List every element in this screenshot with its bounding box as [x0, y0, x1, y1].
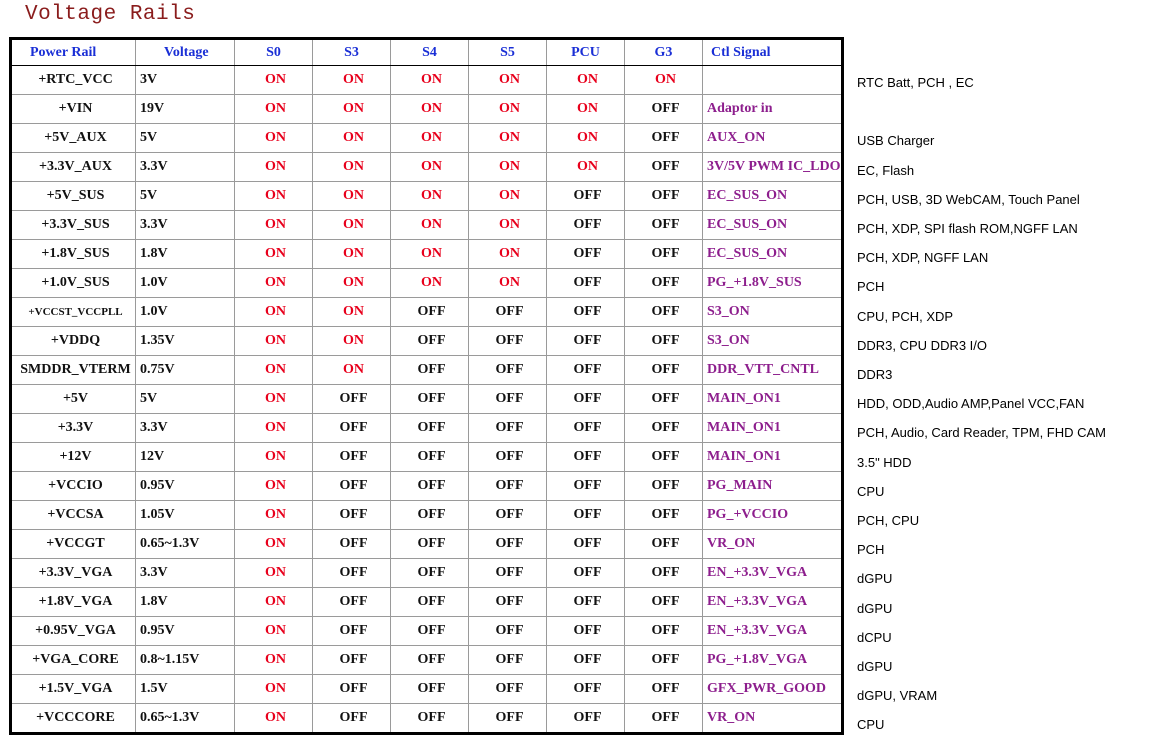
- state-pcu-cell: ON: [547, 66, 625, 95]
- ctl-signal-cell: EN_+3.3V_VGA: [703, 559, 843, 588]
- state-s0-cell: ON: [235, 385, 313, 414]
- state-s5-cell: OFF: [469, 298, 547, 327]
- state-g3-cell: OFF: [625, 327, 703, 356]
- state-g3-cell: OFF: [625, 559, 703, 588]
- state-s4-cell: OFF: [391, 675, 469, 704]
- state-s3-cell: OFF: [313, 501, 391, 530]
- state-s4-cell: ON: [391, 240, 469, 269]
- state-s4-cell: ON: [391, 182, 469, 211]
- state-s4-cell: OFF: [391, 530, 469, 559]
- state-s3-cell: ON: [313, 124, 391, 153]
- consumer-note: dGPU: [857, 659, 893, 674]
- state-pcu-cell: OFF: [547, 588, 625, 617]
- consumer-note: dGPU: [857, 571, 893, 587]
- state-s4-cell: OFF: [391, 617, 469, 646]
- state-g3-cell: OFF: [625, 588, 703, 617]
- voltage-cell: 0.8~1.15V: [136, 646, 235, 675]
- state-s4-cell: OFF: [391, 298, 469, 327]
- state-s0-cell: ON: [235, 95, 313, 124]
- page-title: Voltage Rails: [25, 3, 196, 26]
- state-s4-cell: OFF: [391, 472, 469, 501]
- state-s5-cell: ON: [469, 153, 547, 182]
- ctl-signal-cell: AUX_ON: [703, 124, 843, 153]
- state-s3-cell: OFF: [313, 588, 391, 617]
- state-s4-cell: OFF: [391, 704, 469, 734]
- header-s0: S0: [235, 39, 313, 66]
- state-s5-cell: OFF: [469, 414, 547, 443]
- state-s0-cell: ON: [235, 646, 313, 675]
- power-rail-cell: +12V: [11, 443, 136, 472]
- power-rail-cell: +VCCCORE: [11, 704, 136, 734]
- state-pcu-cell: OFF: [547, 269, 625, 298]
- power-rail-cell: +1.8V_VGA: [11, 588, 136, 617]
- state-s3-cell: ON: [313, 327, 391, 356]
- ctl-signal-cell: Adaptor in: [703, 95, 843, 124]
- consumer-note: PCH, USB, 3D WebCAM, Touch Panel: [857, 191, 1080, 207]
- table-row: [11, 501, 843, 530]
- header-s3: S3: [313, 39, 391, 66]
- state-g3-cell: ON: [625, 66, 703, 95]
- state-s3-cell: OFF: [313, 617, 391, 646]
- consumer-note: PCH, XDP, NGFF LAN: [857, 250, 989, 266]
- state-s0-cell: ON: [235, 182, 313, 211]
- ctl-signal-cell: PG_MAIN: [703, 472, 843, 501]
- state-s0-cell: ON: [235, 414, 313, 443]
- state-s3-cell: ON: [313, 269, 391, 298]
- voltage-cell: 3.3V: [136, 211, 235, 240]
- voltage-cell: 1.8V: [136, 240, 235, 269]
- state-s0-cell: ON: [235, 66, 313, 95]
- power-rail-cell: +1.5V_VGA: [11, 675, 136, 704]
- state-g3-cell: OFF: [625, 182, 703, 211]
- state-g3-cell: OFF: [625, 385, 703, 414]
- state-s4-cell: OFF: [391, 559, 469, 588]
- power-rail-cell: SMDDR_VTERM: [11, 356, 136, 385]
- table-row: [11, 646, 843, 675]
- power-rail-cell: +5V: [11, 385, 136, 414]
- power-rail-cell: +5V_SUS: [11, 182, 136, 211]
- ctl-signal-cell: MAIN_ON1: [703, 414, 843, 443]
- state-s5-cell: OFF: [469, 472, 547, 501]
- voltage-cell: 1.05V: [136, 501, 235, 530]
- power-rail-cell: +3.3V_AUX: [11, 153, 136, 182]
- state-s3-cell: OFF: [313, 559, 391, 588]
- state-s5-cell: ON: [469, 269, 547, 298]
- ctl-signal-cell: EC_SUS_ON: [703, 182, 843, 211]
- state-pcu-cell: OFF: [547, 240, 625, 269]
- consumer-note: PCH, XDP, SPI flash ROM,NGFF LAN: [857, 221, 1078, 236]
- table-row: [11, 298, 843, 327]
- power-rail-cell: +3.3V_SUS: [11, 211, 136, 240]
- power-rail-cell: +5V_AUX: [11, 124, 136, 153]
- state-s3-cell: OFF: [313, 414, 391, 443]
- power-rail-cell: +VIN: [11, 95, 136, 124]
- state-s3-cell: OFF: [313, 675, 391, 704]
- voltage-cell: 5V: [136, 124, 235, 153]
- consumer-note: PCH: [857, 542, 885, 558]
- consumer-note: EC, Flash: [857, 162, 915, 178]
- state-s5-cell: ON: [469, 240, 547, 269]
- consumer-note: dGPU, VRAM: [857, 688, 938, 704]
- state-s5-cell: ON: [469, 182, 547, 211]
- voltage-cell: 0.95V: [136, 617, 235, 646]
- state-g3-cell: OFF: [625, 646, 703, 675]
- table-row: [11, 443, 843, 472]
- power-rail-cell: +0.95V_VGA: [11, 617, 136, 646]
- state-g3-cell: OFF: [625, 675, 703, 704]
- state-s5-cell: OFF: [469, 704, 547, 734]
- state-g3-cell: OFF: [625, 269, 703, 298]
- ctl-signal-cell: GFX_PWR_GOOD: [703, 675, 843, 704]
- state-pcu-cell: OFF: [547, 704, 625, 734]
- power-rail-cell: +VCCIO: [11, 472, 136, 501]
- state-s3-cell: OFF: [313, 472, 391, 501]
- state-s4-cell: OFF: [391, 501, 469, 530]
- state-s3-cell: OFF: [313, 443, 391, 472]
- table-row: [11, 124, 843, 153]
- state-s4-cell: ON: [391, 95, 469, 124]
- table-row: [11, 211, 843, 240]
- state-s0-cell: ON: [235, 240, 313, 269]
- voltage-cell: 1.0V: [136, 298, 235, 327]
- ctl-signal-cell: DDR_VTT_CNTL: [703, 356, 843, 385]
- voltage-cell: 1.5V: [136, 675, 235, 704]
- consumer-note: HDD, ODD,Audio AMP,Panel VCC,FAN: [857, 396, 1085, 412]
- state-pcu-cell: OFF: [547, 356, 625, 385]
- voltage-cell: 3.3V: [136, 559, 235, 588]
- table-header-row: [11, 39, 843, 66]
- state-s4-cell: ON: [391, 269, 469, 298]
- table-row: [11, 588, 843, 617]
- table-row: [11, 530, 843, 559]
- state-s3-cell: ON: [313, 182, 391, 211]
- ctl-signal-cell: EN_+3.3V_VGA: [703, 588, 843, 617]
- power-rail-cell: +VCCSA: [11, 501, 136, 530]
- state-s5-cell: OFF: [469, 327, 547, 356]
- ctl-signal-cell: EC_SUS_ON: [703, 240, 843, 269]
- voltage-cell: 0.65~1.3V: [136, 704, 235, 734]
- state-s5-cell: ON: [469, 66, 547, 95]
- voltage-cell: 3.3V: [136, 414, 235, 443]
- ctl-signal-cell: S3_ON: [703, 298, 843, 327]
- state-s3-cell: ON: [313, 240, 391, 269]
- state-pcu-cell: OFF: [547, 182, 625, 211]
- state-s5-cell: OFF: [469, 385, 547, 414]
- consumer-note: dGPU: [857, 600, 893, 616]
- state-s0-cell: ON: [235, 472, 313, 501]
- table-row: [11, 356, 843, 385]
- state-s0-cell: ON: [235, 124, 313, 153]
- header-s4: S4: [391, 39, 469, 66]
- state-s5-cell: ON: [469, 95, 547, 124]
- header-voltage: Voltage: [136, 39, 235, 66]
- state-pcu-cell: OFF: [547, 472, 625, 501]
- state-g3-cell: OFF: [625, 414, 703, 443]
- state-s5-cell: OFF: [469, 588, 547, 617]
- state-s0-cell: ON: [235, 211, 313, 240]
- state-s0-cell: ON: [235, 443, 313, 472]
- state-g3-cell: OFF: [625, 298, 703, 327]
- power-rail-cell: +VCCGT: [11, 530, 136, 559]
- ctl-signal-cell: PG_+1.8V_VGA: [703, 646, 843, 675]
- state-s3-cell: OFF: [313, 704, 391, 734]
- power-rail-cell: +3.3V: [11, 414, 136, 443]
- ctl-signal-cell: EC_SUS_ON: [703, 211, 843, 240]
- power-rail-cell: +VDDQ: [11, 327, 136, 356]
- consumer-note: CPU: [857, 717, 885, 733]
- state-s5-cell: OFF: [469, 617, 547, 646]
- consumer-note: DDR3: [857, 367, 893, 382]
- table-row: [11, 414, 843, 443]
- ctl-signal-cell: MAIN_ON1: [703, 443, 843, 472]
- state-s3-cell: ON: [313, 356, 391, 385]
- state-s4-cell: ON: [391, 211, 469, 240]
- state-pcu-cell: OFF: [547, 298, 625, 327]
- state-s0-cell: ON: [235, 153, 313, 182]
- consumer-note: 3.5" HDD: [857, 454, 912, 470]
- state-s0-cell: ON: [235, 675, 313, 704]
- state-s3-cell: ON: [313, 211, 391, 240]
- state-s5-cell: OFF: [469, 443, 547, 472]
- state-g3-cell: OFF: [625, 617, 703, 646]
- state-s0-cell: ON: [235, 530, 313, 559]
- header-pcu: PCU: [547, 39, 625, 66]
- power-rail-cell: +1.0V_SUS: [11, 269, 136, 298]
- consumer-note: PCH, Audio, Card Reader, TPM, FHD CAM: [857, 425, 1107, 441]
- state-s3-cell: ON: [313, 95, 391, 124]
- state-pcu-cell: OFF: [547, 414, 625, 443]
- state-pcu-cell: ON: [547, 95, 625, 124]
- table-row: [11, 327, 843, 356]
- state-s4-cell: ON: [391, 124, 469, 153]
- consumer-note: PCH, CPU: [857, 513, 920, 528]
- state-g3-cell: OFF: [625, 124, 703, 153]
- ctl-signal-cell: PG_+VCCIO: [703, 501, 843, 530]
- state-s0-cell: ON: [235, 588, 313, 617]
- state-s5-cell: ON: [469, 124, 547, 153]
- state-s3-cell: OFF: [313, 530, 391, 559]
- state-pcu-cell: OFF: [547, 443, 625, 472]
- state-pcu-cell: OFF: [547, 646, 625, 675]
- state-s3-cell: OFF: [313, 385, 391, 414]
- state-s0-cell: ON: [235, 327, 313, 356]
- table-row: [11, 240, 843, 269]
- header-s5: S5: [469, 39, 547, 66]
- state-s4-cell: ON: [391, 66, 469, 95]
- ctl-signal-cell: 3V/5V PWM IC_LDO: [703, 153, 843, 182]
- state-s3-cell: ON: [313, 298, 391, 327]
- state-s5-cell: ON: [469, 211, 547, 240]
- state-pcu-cell: OFF: [547, 385, 625, 414]
- power-rail-cell: +RTC_VCC: [11, 66, 136, 95]
- state-s3-cell: OFF: [313, 646, 391, 675]
- state-g3-cell: OFF: [625, 95, 703, 124]
- state-g3-cell: OFF: [625, 472, 703, 501]
- state-pcu-cell: OFF: [547, 327, 625, 356]
- power-rail-cell: +1.8V_SUS: [11, 240, 136, 269]
- consumer-note: USB Charger: [857, 133, 935, 149]
- state-g3-cell: OFF: [625, 530, 703, 559]
- power-rail-cell: +VGA_CORE: [11, 646, 136, 675]
- ctl-signal-cell: MAIN_ON1: [703, 385, 843, 414]
- ctl-signal-cell: VR_ON: [703, 530, 843, 559]
- voltage-cell: 0.75V: [136, 356, 235, 385]
- state-pcu-cell: OFF: [547, 675, 625, 704]
- state-s3-cell: ON: [313, 66, 391, 95]
- table-row: [11, 95, 843, 124]
- state-pcu-cell: OFF: [547, 559, 625, 588]
- table-row: [11, 385, 843, 414]
- state-s0-cell: ON: [235, 356, 313, 385]
- state-pcu-cell: ON: [547, 124, 625, 153]
- consumer-note: CPU, PCH, XDP: [857, 308, 954, 324]
- table-row: [11, 153, 843, 182]
- state-s0-cell: ON: [235, 298, 313, 327]
- ctl-signal-cell: S3_ON: [703, 327, 843, 356]
- voltage-cell: 19V: [136, 95, 235, 124]
- state-pcu-cell: OFF: [547, 501, 625, 530]
- state-pcu-cell: OFF: [547, 211, 625, 240]
- consumer-note: RTC Batt, PCH , EC: [857, 75, 974, 90]
- table-row: [11, 617, 843, 646]
- state-pcu-cell: OFF: [547, 530, 625, 559]
- state-s0-cell: ON: [235, 501, 313, 530]
- table-row: [11, 675, 843, 704]
- header-g3: G3: [625, 39, 703, 66]
- state-s0-cell: ON: [235, 269, 313, 298]
- state-g3-cell: OFF: [625, 153, 703, 182]
- voltage-cell: 1.8V: [136, 588, 235, 617]
- ctl-signal-cell: PG_+1.8V_SUS: [703, 269, 843, 298]
- state-g3-cell: OFF: [625, 211, 703, 240]
- state-s5-cell: OFF: [469, 559, 547, 588]
- ctl-signal-cell: VR_ON: [703, 704, 843, 734]
- table-row: [11, 559, 843, 588]
- table-row: [11, 269, 843, 298]
- state-s5-cell: OFF: [469, 530, 547, 559]
- table-row: [11, 704, 843, 734]
- consumer-note: CPU: [857, 483, 885, 499]
- ctl-signal-cell: EN_+3.3V_VGA: [703, 617, 843, 646]
- state-s5-cell: OFF: [469, 501, 547, 530]
- state-s3-cell: ON: [313, 153, 391, 182]
- state-s4-cell: OFF: [391, 588, 469, 617]
- consumer-note: PCH: [857, 279, 885, 295]
- state-s0-cell: ON: [235, 559, 313, 588]
- consumer-note: dCPU: [857, 629, 892, 645]
- header-power-rail: Power Rail: [11, 39, 136, 66]
- state-g3-cell: OFF: [625, 356, 703, 385]
- state-s4-cell: OFF: [391, 646, 469, 675]
- power-rail-cell: +VCCST_VCCPLL: [11, 298, 136, 327]
- state-g3-cell: OFF: [625, 240, 703, 269]
- table-row: [11, 182, 843, 211]
- voltage-rails-table: [9, 37, 844, 735]
- state-g3-cell: OFF: [625, 704, 703, 734]
- power-rail-cell: +3.3V_VGA: [11, 559, 136, 588]
- voltage-cell: 12V: [136, 443, 235, 472]
- state-s4-cell: OFF: [391, 385, 469, 414]
- voltage-cell: 1.0V: [136, 269, 235, 298]
- state-g3-cell: OFF: [625, 501, 703, 530]
- voltage-cell: 1.35V: [136, 327, 235, 356]
- table-row: [11, 66, 843, 95]
- state-s0-cell: ON: [235, 617, 313, 646]
- state-s4-cell: OFF: [391, 327, 469, 356]
- table-row: [11, 472, 843, 501]
- state-s5-cell: OFF: [469, 675, 547, 704]
- state-s4-cell: ON: [391, 153, 469, 182]
- state-s5-cell: OFF: [469, 646, 547, 675]
- voltage-cell: 5V: [136, 182, 235, 211]
- ctl-signal-cell: [703, 66, 843, 95]
- voltage-cell: 0.65~1.3V: [136, 530, 235, 559]
- state-g3-cell: OFF: [625, 443, 703, 472]
- state-pcu-cell: OFF: [547, 617, 625, 646]
- state-s0-cell: ON: [235, 704, 313, 734]
- consumer-note: DDR3, CPU DDR3 I/O: [857, 337, 988, 353]
- state-s4-cell: OFF: [391, 443, 469, 472]
- voltage-cell: 3.3V: [136, 153, 235, 182]
- voltage-cell: 3V: [136, 66, 235, 95]
- state-s5-cell: OFF: [469, 356, 547, 385]
- state-s4-cell: OFF: [391, 414, 469, 443]
- state-s4-cell: OFF: [391, 356, 469, 385]
- state-pcu-cell: ON: [547, 153, 625, 182]
- voltage-cell: 5V: [136, 385, 235, 414]
- voltage-cell: 0.95V: [136, 472, 235, 501]
- header-ctl-signal: Ctl Signal: [703, 39, 843, 66]
